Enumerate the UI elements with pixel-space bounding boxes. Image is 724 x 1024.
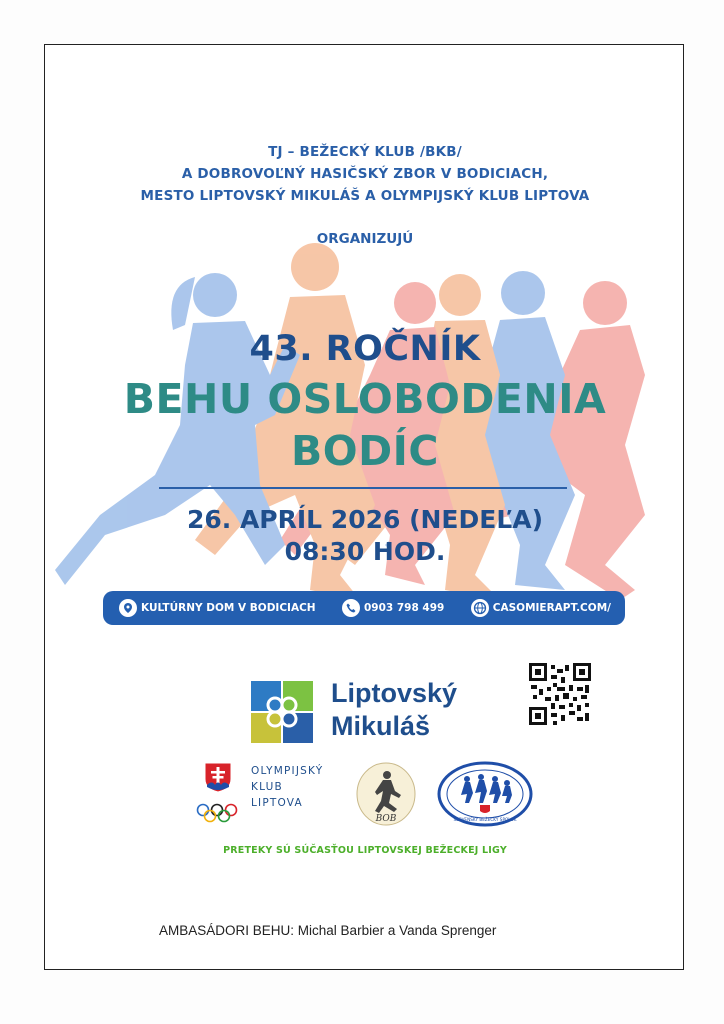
location-info: [119, 599, 316, 617]
phone-icon: [342, 599, 360, 617]
ambassadors-line: [159, 923, 496, 938]
event-title-line-1: BEHU OSLOBODENIA: [123, 375, 607, 423]
league-note: PRETEKY SÚ SÚČASŤOU LIPTOVSKEJ BEŽECKEJ LIGY: [223, 845, 507, 856]
location-text: KULTÚRNY DOM V BODICIACH: [141, 602, 316, 614]
lm-line-1: Liptovský: [331, 678, 458, 708]
divider-line: [159, 487, 567, 489]
liptovsky-mikulas-logo: [251, 681, 313, 743]
okl-line-1: OLYMPIJSKÝ: [251, 765, 324, 777]
organizers-text: [45, 141, 684, 207]
okl-line-2: KLUB: [251, 781, 283, 793]
liptovsky-mikulas-text: [331, 677, 457, 743]
slovak-running-association-logo: [437, 761, 533, 827]
bob-logo-text: BOB: [375, 814, 397, 824]
organizers-line-3: MESTO LIPTOVSKÝ MIKULÁŠ A OLYMPIJSKÝ KLUB LIPTOVA: [140, 188, 590, 204]
qr-code: [529, 663, 591, 725]
slovak-coat-of-arms-icon: [203, 761, 233, 793]
website-text: CASOMIERAPT.COM/: [492, 602, 611, 614]
olympic-club-text: [251, 763, 323, 811]
organizers-line-2: A DOBROVOĽNÝ HASIČSKÝ ZBOR V BODICIACH,: [181, 166, 549, 182]
edition-heading: 43. ROČNÍK: [249, 329, 481, 369]
location-pin-icon: [119, 599, 137, 617]
phone-text: 0903 798 499: [363, 602, 445, 614]
event-title-line-2: BODÍC: [291, 427, 439, 475]
event-time: 08:30 HOD.: [284, 537, 446, 566]
info-bar: [103, 591, 625, 625]
event-date: 26. APRÍL 2026 (NEDEĽA): [186, 505, 544, 534]
sbs-logo-text: SLOVENSKÝ BEŽECKÝ SPOLOK: [453, 817, 517, 822]
organizers-line-1: TJ – BEŽECKÝ KLUB /BKB/: [268, 144, 462, 160]
website-info: [471, 599, 611, 617]
lm-line-2: Mikuláš: [331, 711, 431, 741]
poster: [44, 44, 684, 970]
ambassadors-label: AMBASÁDORI BEHU:: [159, 923, 295, 938]
olympic-rings-icon: [195, 803, 239, 823]
organizuju-label: ORGANIZUJÚ: [316, 231, 414, 247]
bob-club-logo: [355, 761, 417, 827]
globe-icon: [471, 599, 489, 617]
ambassadors-names: Michal Barbier a Vanda Sprenger: [297, 923, 497, 938]
phone-info: [342, 599, 444, 617]
okl-line-3: LIPTOVA: [251, 797, 303, 809]
